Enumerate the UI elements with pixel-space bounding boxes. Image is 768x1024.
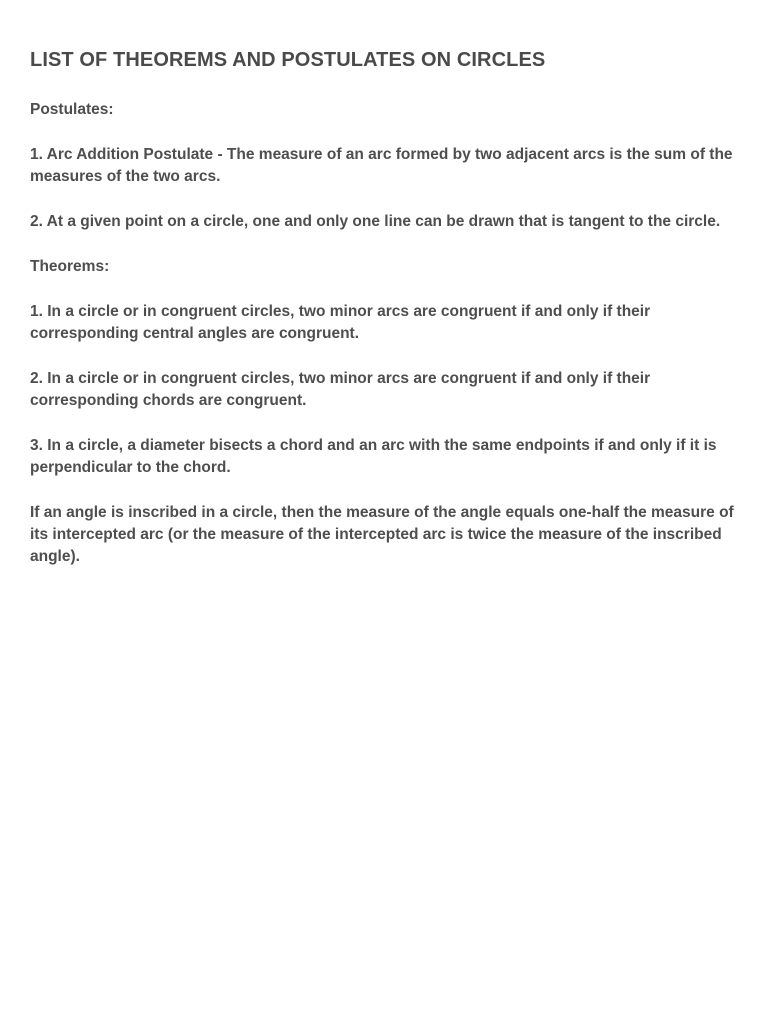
theorems-heading: Theorems:	[30, 258, 110, 275]
document-title: LIST OF THEOREMS AND POSTULATES ON CIRCLES	[30, 49, 546, 71]
theorem-inscribed-angle: If an angle is inscribed in a circle, then the measure of the angle equals one-half the measure of its intercepted arc (or the measure of the intercepted arc is twice the measure of the inscribed angle).	[30, 504, 734, 565]
postulates-heading: Postulates:	[30, 101, 114, 118]
theorem-3: 3. In a circle, a diameter bisects a chord and an arc with the same endpoints if and only if it is perpendicular to the chord.	[30, 437, 717, 476]
theorem-1: 1. In a circle or in congruent circles, two minor arcs are congruent if and only if their corresponding central angles are congruent.	[30, 303, 651, 342]
postulate-1: 1. Arc Addition Postulate - The measure of an arc formed by two adjacent arcs is the sum of the measures of the two arcs.	[30, 146, 733, 185]
postulate-2: 2. At a given point on a circle, one and only one line can be drawn that is tangent to the circle.	[30, 213, 721, 230]
theorem-2: 2. In a circle or in congruent circles, two minor arcs are congruent if and only if their corresponding chords are congruent.	[30, 370, 651, 409]
